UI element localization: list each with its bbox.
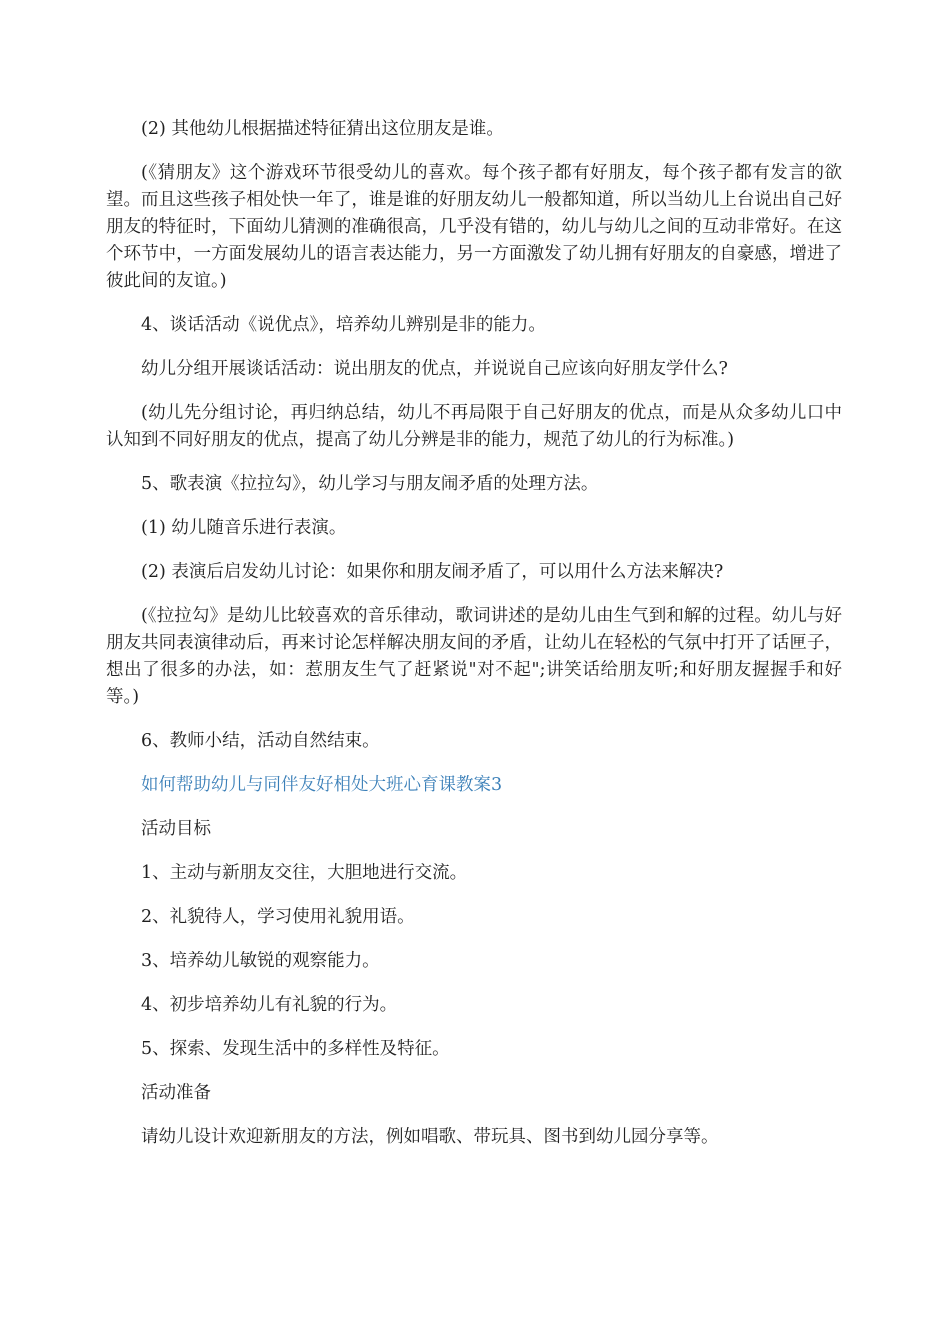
paragraph: (幼儿先分组讨论，再归纳总结，幼儿不再局限于自己好朋友的优点，而是从众多幼儿口中认知到不同好朋友的优点，提高了幼儿分辨是非的能力，规范了幼儿的行为标准。) [106,403,842,450]
paragraph: 幼儿分组开展谈话活动：说出朋友的优点，并说说自己应该向好朋友学什么? [141,359,728,379]
paragraph: (《猜朋友》这个游戏环节很受幼儿的喜欢。每个孩子都有好朋友，每个孩子都有发言的欲望。而且这些孩子相处快一年了，谁是谁的好朋友幼儿一般都知道，所以当幼儿上台说出自己好朋友的特征时，下面幼儿猜测的准确很高，几乎没有错的，幼儿与幼儿之间的互动非常好。在这个环节中，一方面发展幼儿的语言表达能力，另一方面激发了幼儿拥有好朋友的自豪感，增进了彼此间的友谊。) [106,163,842,291]
list-item: 5、探索、发现生活中的多样性及特征。 [141,1039,450,1059]
subheading-activity-preparation: 活动准备 [141,1083,211,1103]
document-body [106,116,842,1168]
paragraph: (2) 其他幼儿根据描述特征猜出这位朋友是谁。 [141,119,504,139]
list-item: 2、礼貌待人，学习使用礼貌用语。 [141,907,415,927]
list-item: 3、培养幼儿敏锐的观察能力。 [141,951,380,971]
paragraph: 5、歌表演《拉拉勾》，幼儿学习与朋友闹矛盾的处理方法。 [141,474,599,494]
list-item: 4、初步培养幼儿有礼貌的行为。 [141,995,398,1015]
paragraph: (《拉拉勾》是幼儿比较喜欢的音乐律动，歌词讲述的是幼儿由生气到和解的过程。幼儿与好朋友共同表演律动后，再来讨论怎样解决朋友间的矛盾，让幼儿在轻松的气氛中打开了话匣子，想出了很多的办法，如：惹朋友生气了赶紧说"对不起";讲笑话给朋友听;和好朋友握握手和好等。) [106,606,842,707]
paragraph: (2) 表演后启发幼儿讨论：如果你和朋友闹矛盾了，可以用什么方法来解决? [141,562,724,582]
section-heading: 如何帮助幼儿与同伴友好相处大班心育课教案3 [141,775,503,795]
paragraph: 请幼儿设计欢迎新朋友的方法，例如唱歌、带玩具、图书到幼儿园分享等。 [141,1127,719,1147]
paragraph: (1) 幼儿随音乐进行表演。 [141,518,347,538]
paragraph: 4、谈话活动《说优点》，培养幼儿辨别是非的能力。 [141,315,546,335]
subheading-activity-goals: 活动目标 [141,819,211,839]
list-item: 1、主动与新朋友交往，大胆地进行交流。 [141,863,468,883]
paragraph: 6、教师小结，活动自然结束。 [141,731,380,751]
